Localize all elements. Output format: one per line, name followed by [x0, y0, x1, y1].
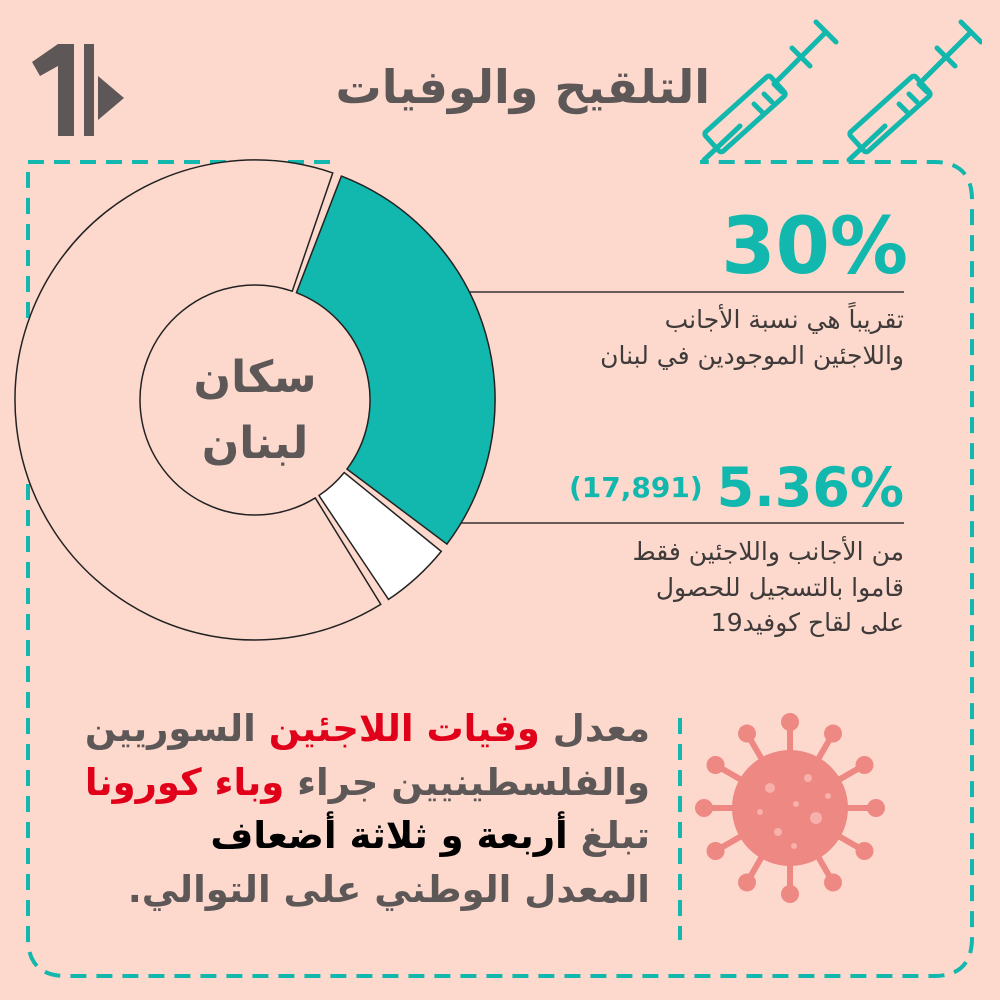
stat-percentage-registered: 5.36%: [716, 456, 904, 519]
stat-percentage-foreigners: 30%: [721, 202, 908, 292]
chart-center-label-line1: سكان: [193, 352, 317, 403]
desc-line: على لقاح كوفيد19: [710, 608, 904, 637]
statement-line: [85, 756, 650, 810]
chart-center-label-line2: لبنان: [201, 418, 309, 469]
statement-highlight: وباء كورونا: [84, 760, 285, 804]
desc-line: تقريباً هي نسبة الأجانب: [664, 305, 904, 334]
page-title: التلقيح والوفيات: [335, 60, 710, 114]
statement-text: معدل: [539, 707, 650, 750]
desc-line: قاموا بالتسجيل للحصول: [655, 572, 904, 602]
coronavirus-icon: [690, 708, 890, 908]
statement-highlight: وفيات اللاجئين: [268, 707, 540, 750]
statement-text: السوريين: [84, 707, 269, 750]
mortality-statement: [85, 702, 650, 917]
stat-description-foreigners: [600, 302, 904, 373]
statement-emphasis: أربعة و ثلاثة أضعاف: [210, 814, 568, 858]
statement-line: [85, 702, 650, 756]
statement-line: [85, 809, 650, 863]
stat-registered-count: (17,891): [569, 471, 703, 504]
statement-text: والفلسطينيين جراء: [284, 760, 650, 804]
desc-line: من الأجانب واللاجئين فقط: [632, 537, 904, 566]
statement-line: المعدل الوطني على التوالي.: [127, 867, 650, 911]
statement-text: تبلغ: [567, 814, 650, 858]
stat-vaccine-registration: [569, 456, 904, 519]
stat-description-registered: [633, 534, 905, 641]
desc-line: واللاجئين الموجودين في لبنان: [600, 340, 904, 370]
